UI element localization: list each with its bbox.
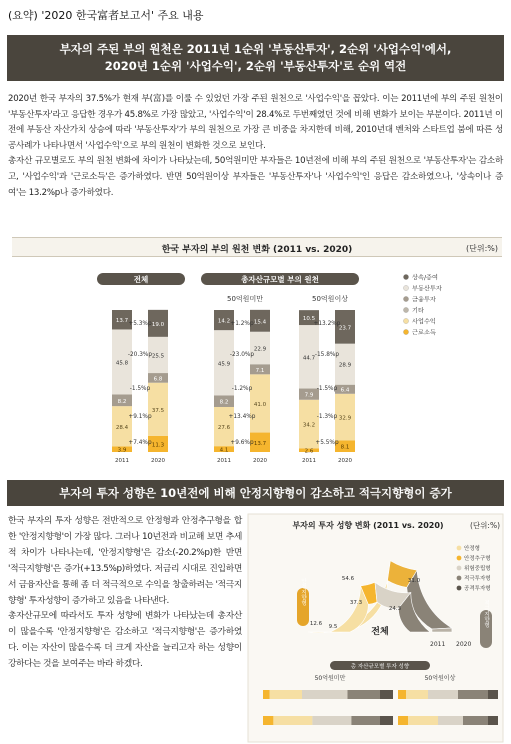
stack-segment <box>398 690 406 699</box>
arc-value-label: 12.6 <box>309 621 323 627</box>
stack-segment <box>302 690 348 699</box>
legend-swatch <box>403 285 408 290</box>
bar-value-label: 2.6 <box>304 448 314 455</box>
bar-value-label: 4.1 <box>219 447 229 454</box>
change-label: +5.3%p <box>128 321 152 327</box>
legend-label: 부동산투자 <box>412 285 442 293</box>
stack-segment <box>398 716 408 725</box>
bar-value-label: 10.5 <box>302 316 316 323</box>
change-label: -1.5%p <box>316 386 338 392</box>
legend-label: 안정형 <box>464 546 480 552</box>
stack-segment <box>263 716 273 725</box>
legend-label: 공격투자형 <box>464 586 491 592</box>
change-label: +9.1%p <box>128 414 152 420</box>
bar-value-label: 22.9 <box>253 346 267 353</box>
legend-label: 적극투자형 <box>464 576 491 582</box>
stack-segment <box>351 716 380 725</box>
change-label: -1.5%p <box>129 386 151 392</box>
chart1-bars <box>112 310 355 464</box>
banner-line-2: 2020년 1순위 '사업수익', 2순위 '부동산투자'로 순위 역전 <box>104 59 407 73</box>
tick-label: 2011 <box>302 458 316 464</box>
arc-value-label: 54.6 <box>341 576 355 582</box>
group-label-asset: 총자산규모별 부의 원천 <box>241 275 319 284</box>
investment-text <box>8 514 242 673</box>
bar-value-label: 37.5 <box>151 407 165 414</box>
bar-value-label: 3.9 <box>117 447 127 454</box>
chart2-year-2011: 2011 <box>430 641 446 648</box>
stack-segment <box>458 690 488 699</box>
chart1-title: 한국 부자의 부의 원천 변화 (2011 vs. 2020) <box>161 245 353 255</box>
change-label: +13.2%p <box>313 321 341 327</box>
stack-segment <box>348 690 381 699</box>
legend-swatch <box>457 576 462 581</box>
bar-value-label: 8.1 <box>340 444 350 451</box>
bar-value-label: 25.5 <box>151 353 165 360</box>
bar-value-label: 15.4 <box>253 319 267 326</box>
stack-segment <box>406 690 428 699</box>
badge-stable-label: 안정지향형 <box>300 578 306 606</box>
arc-value-label: 37.3 <box>349 600 363 606</box>
bar-value-label: 6.8 <box>153 376 163 383</box>
legend-swatch <box>457 556 462 561</box>
legend-label: 위험중립형 <box>464 566 491 572</box>
document-title: (요약) '2020 한국富者보고서' 주요 내용 <box>8 9 204 22</box>
bar-value-label: 41.0 <box>253 401 267 408</box>
paragraph-1: 2020년 한국 부자의 37.5%가 현재 부(富)를 이룰 수 있었던 가장 주된 원천으로 '사업수익'을 꼽았다. 이는 2011년에 부의 주된 원천이 '부동산투자'라고 응답한 경우가 45.8%로 가장 많았고, '사업수익'이 28.4%로 두번째였던 것에 비해 변화가 보이는 부분이다. 2011년 이전에 부동산 자산가치 상승에 따라 '부동산투자'가 부의 원천으로 가장 큰 비중을 차지한데 비해, 2010년대 벤처와 스타트업 붐에 따른 성공사례가 나타나면서 '사업수익'으로 부의 원천이 변화한 것으로 보인다. <box>8 94 503 151</box>
stack-segment <box>408 716 438 725</box>
stack-segment <box>380 690 393 699</box>
chart2-center-label: 전체 <box>371 627 389 637</box>
chart1-legend <box>403 273 442 336</box>
bar-value-label: 28.9 <box>338 362 352 369</box>
arc-value-label: 31.0 <box>407 578 421 584</box>
tick-label: 2020 <box>338 458 352 464</box>
legend-swatch <box>457 566 462 571</box>
sub-header-label: 총 자산규모별 투자 성향 <box>350 664 410 670</box>
paragraph-2: 총자산 규모별로도 부의 원천 변화에 차이가 나타났는데, 50억원미만 부자들은 10년전에 비해 부의 주된 원천으로 '부동산투자'는 감소하고, '사업수익'과 '근로소득'은 증가하였다. 반면 50억원이상 부자들은 '부동산투자'나 '사업수익'인 응답은 감소하였으나, '상속이나 증여'는 13.2%p나 증가하였다. <box>8 156 503 198</box>
legend-swatch <box>403 318 408 323</box>
banner-line-1: 부자의 주된 부의 원천은 2011년 1순위 '부동산투자', 2순위 '사업수익'에서, <box>59 42 452 56</box>
change-label: +1.2%p <box>230 321 254 327</box>
chart2-title: 부자의 투자 성향 변화 (2011 vs. 2020) <box>292 521 444 530</box>
stack-segment <box>488 716 498 725</box>
arc-value-label: 9.5 <box>328 624 338 630</box>
stack-segment <box>428 690 458 699</box>
bar-value-label: 23.7 <box>338 325 352 332</box>
stack-segment <box>263 690 270 699</box>
change-label: -1.2%p <box>231 386 253 392</box>
legend-label: 금융투자 <box>412 296 436 304</box>
bar-value-label: 44.7 <box>302 355 316 362</box>
change-label: +7.4%p <box>128 440 152 446</box>
label-under50: 50억원미만 <box>227 295 263 303</box>
stack-segment <box>270 690 303 699</box>
arc-value-label: 24.3 <box>388 606 402 612</box>
bar-value-label: 7.1 <box>255 367 265 374</box>
legend-label: 안정추구형 <box>464 556 491 562</box>
legend-label: 기타 <box>412 307 424 315</box>
bar-value-label: 45.9 <box>217 361 231 368</box>
bar-value-label: 14.2 <box>217 318 231 325</box>
legend-swatch <box>403 296 408 301</box>
legend-swatch <box>457 546 462 551</box>
stack-segment <box>438 716 463 725</box>
stack-segment <box>463 716 488 725</box>
bar-value-label: 13.7 <box>115 318 129 325</box>
legend-swatch <box>403 307 408 312</box>
change-label: -15.8%p <box>314 352 340 358</box>
bar-value-label: 19.0 <box>151 321 165 328</box>
bar-value-label: 13.7 <box>253 440 267 447</box>
bar-value-label: 6.4 <box>340 387 350 394</box>
bar-value-label: 34.2 <box>302 422 316 429</box>
badge-active-label: 적극지향형 <box>483 600 489 628</box>
stack-segment <box>273 716 312 725</box>
paragraph-3: 한국 부자의 투자 성향은 전반적으로 안정형과 안정추구형을 합한 '안정지향형'이 가장 많다. 그러나 10년전과 비교해 보면 추세적 차이가 나타나는데, '안정지향형'은 감소(-20.2%p)한 반면 '적극지향형'은 증가(+13.5%p)하였다. 저금리 시대로 진입하면서 금융자산을 통해 좀 더 적극적으로 수익을 창출하려는 '적극지향형' 투자성향이 증가하고 있음을 나타낸다. <box>8 516 242 606</box>
change-label: +13.4%p <box>228 414 256 420</box>
bar-value-label: 28.4 <box>115 424 129 431</box>
bar-value-label: 45.8 <box>115 360 129 367</box>
bar-value-label: 8.2 <box>117 398 127 405</box>
chart2-year-2020: 2020 <box>456 641 472 648</box>
tick-label: 2020 <box>151 458 165 464</box>
sub-label-over50: 50억원이상 <box>424 675 456 682</box>
section-banner-investment: 부자의 투자 성향은 10년전에 비해 안정지향형이 감소하고 적극지향형이 증가 <box>7 480 504 506</box>
change-label: -23.0%p <box>229 352 255 358</box>
legend-label: 근로소득 <box>412 329 436 337</box>
stack-segment <box>380 716 393 725</box>
stack-segment <box>488 690 498 699</box>
bar-value-label: 32.9 <box>338 415 352 422</box>
legend-swatch <box>403 329 408 334</box>
change-label: +5.5%p <box>315 440 339 446</box>
paragraph-4: 총자산규모에 따라서도 투자 성향에 변화가 나타났는데 총자산이 많을수록 '안정지향형'은 감소하고 '적극지향형'은 증가하였다. 이는 자산이 많을수록 더 크게 자산을 늘리고자 하는 성향이 강하다는 것을 보여주는 바라 하겠다. <box>8 611 242 670</box>
change-label: -1.3%p <box>316 414 338 420</box>
legend-label: 사업수익 <box>412 318 436 326</box>
chart2-unit: (단위:%) <box>470 521 500 530</box>
sub-label-under50: 50억원미만 <box>314 675 346 682</box>
legend-swatch <box>457 586 462 591</box>
change-label: +9.6%p <box>230 440 254 446</box>
bar-value-label: 7.9 <box>304 392 314 399</box>
legend-swatch <box>403 274 408 279</box>
group-label-total: 전체 <box>133 275 149 284</box>
chart1-unit: (단위:%) <box>466 244 498 253</box>
label-over50: 50억원이상 <box>312 295 348 303</box>
bar-value-label: 8.2 <box>219 399 229 406</box>
bar-value-label: 11.3 <box>151 442 165 449</box>
tick-label: 2011 <box>217 458 231 464</box>
stack-segment <box>312 716 351 725</box>
tick-label: 2011 <box>115 458 129 464</box>
change-label: -20.3%p <box>127 352 153 358</box>
tick-label: 2020 <box>253 458 267 464</box>
legend-label: 상속/증여 <box>412 274 438 282</box>
bar-value-label: 27.6 <box>217 425 231 432</box>
